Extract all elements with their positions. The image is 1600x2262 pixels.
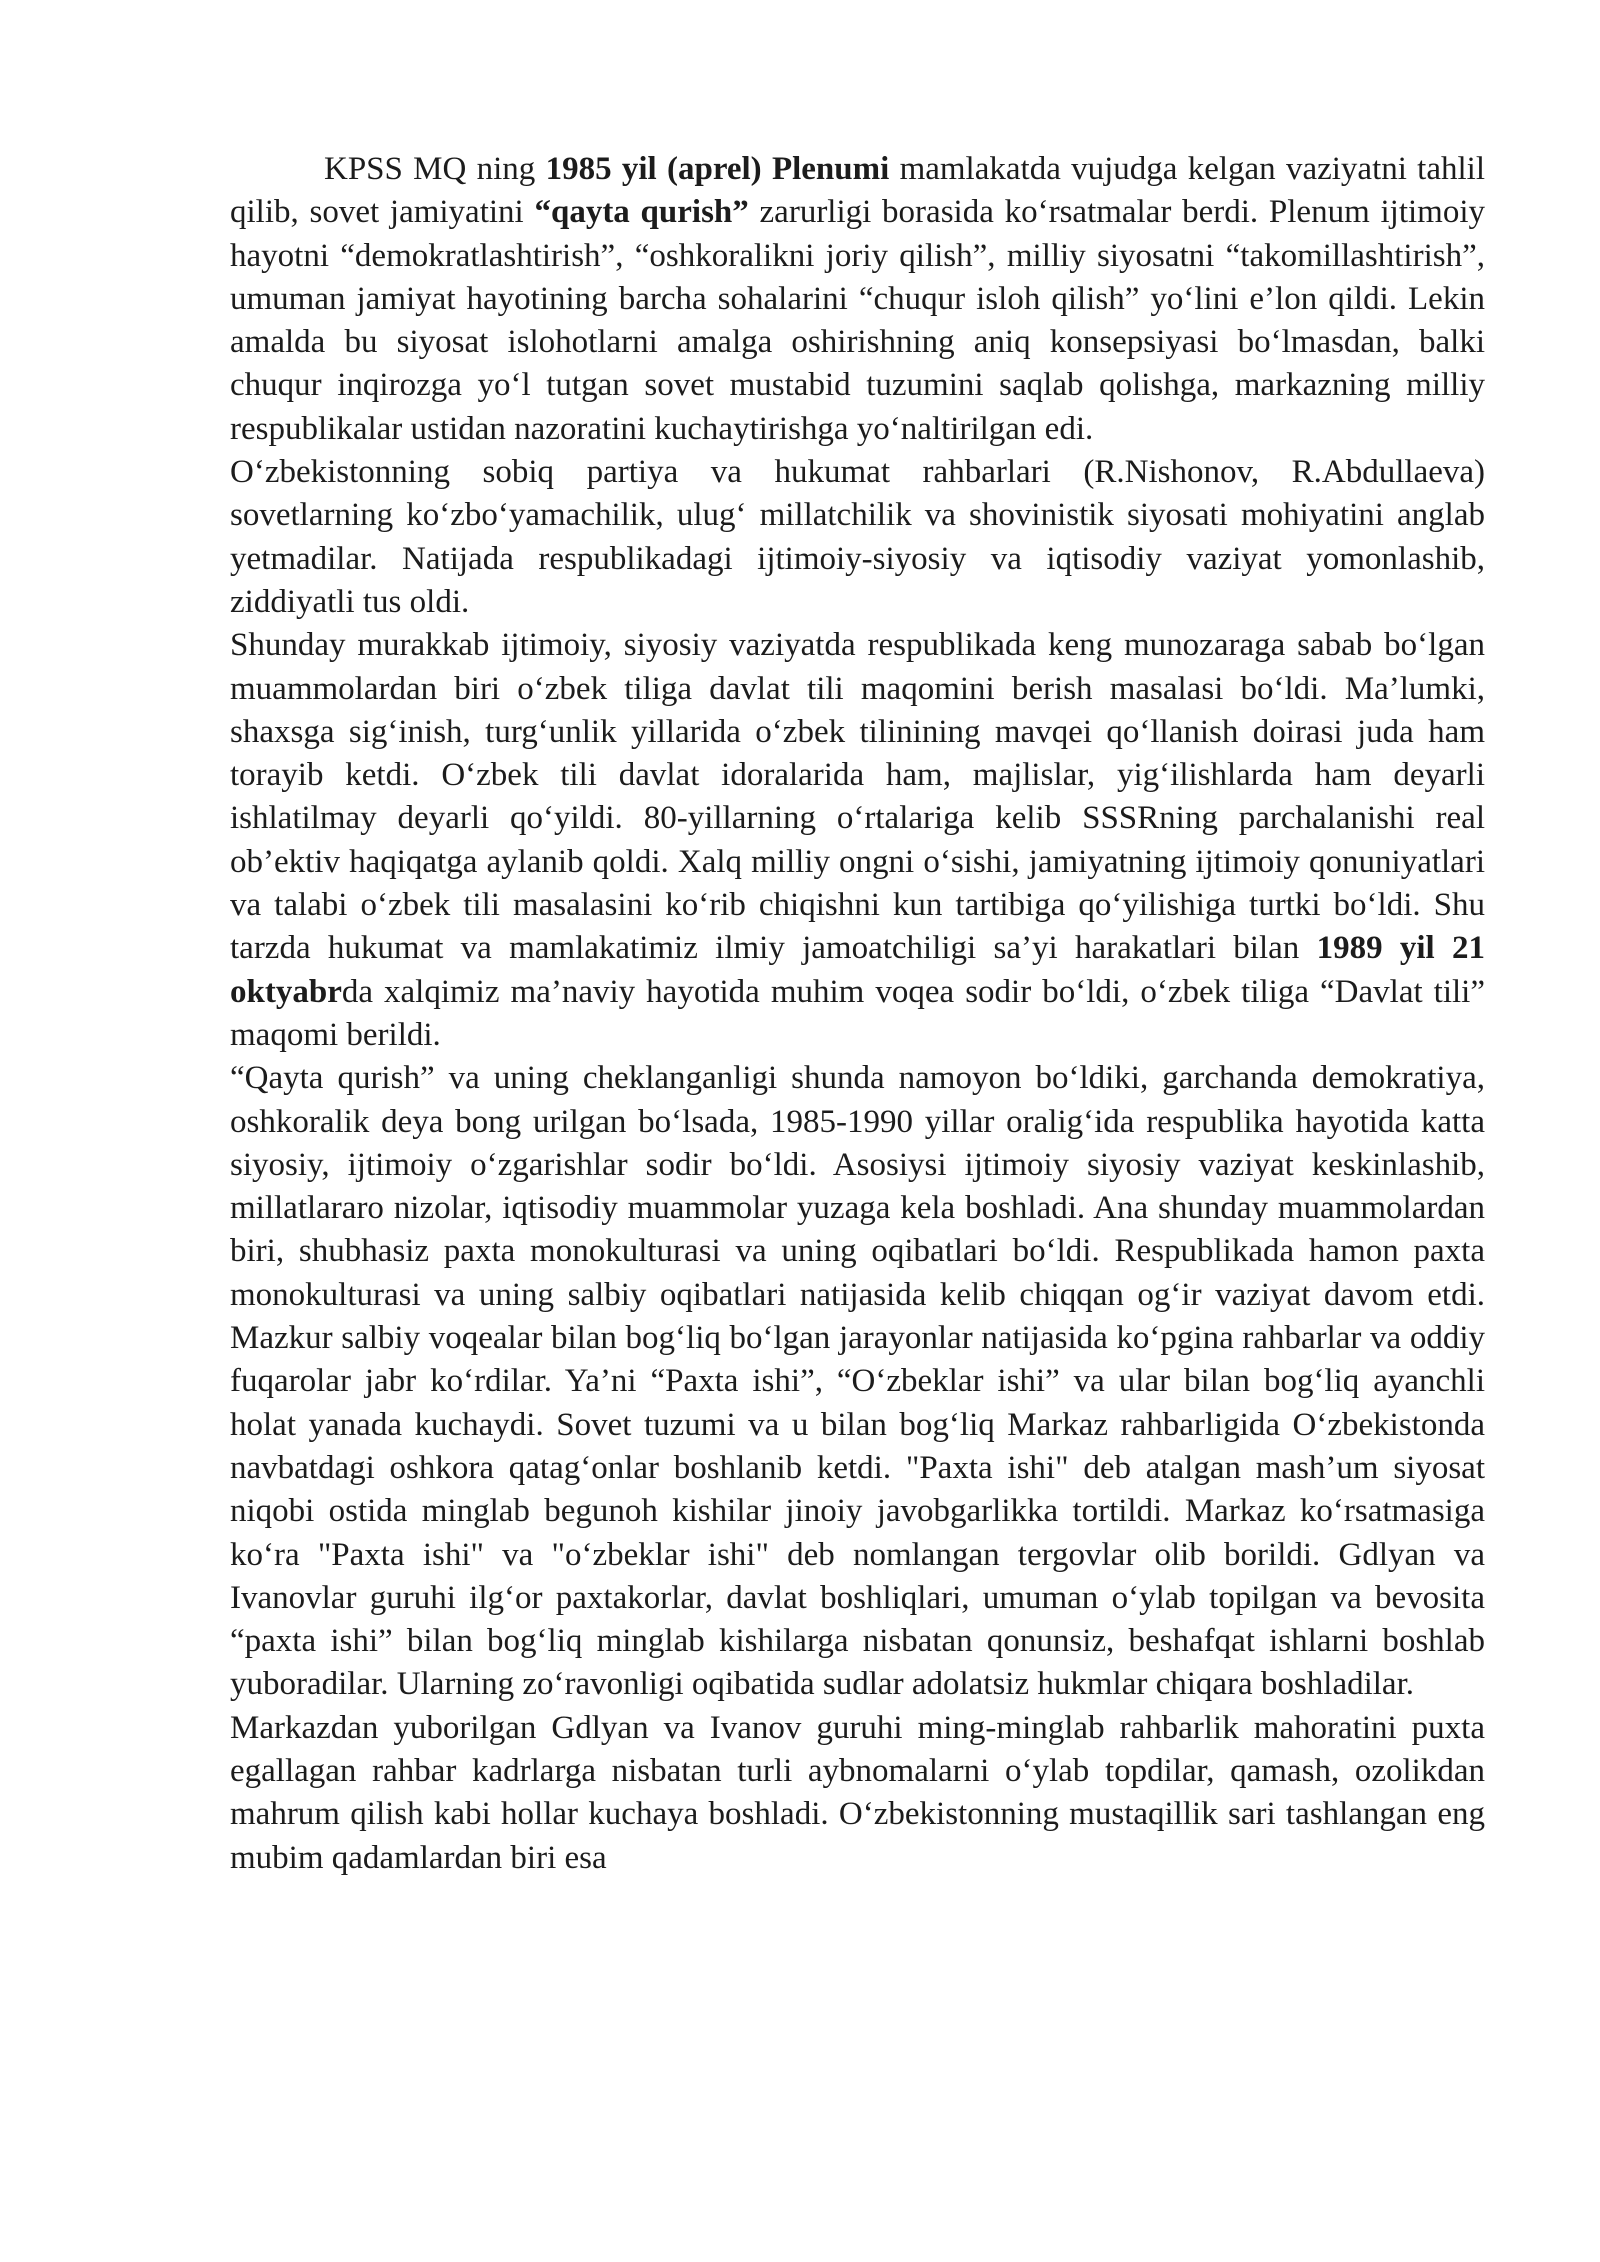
paragraph-plenum-1985 — [230, 148, 1485, 451]
paragraph-state-language — [230, 624, 1485, 1057]
text-segment: mamlakatda vujudga kelgan vaziyatni tahlil qilib, sovet jamiyatini — [230, 151, 1486, 231]
paragraph-leaders — [230, 451, 1485, 624]
text-segment: KPSS MQ ning — [324, 151, 546, 187]
text-segment: “Qayta qurish” va uning cheklanganligi shunda namoyon boʻldiki, garchanda demokratiya, oshkoralik deya bong urilgan boʻlsada, 1985-1990 yillar oraligʻida respublika hayotida katta siyosiy, ijtimoiy oʻzgarishlar sodir boʻldi. Asosiysi ijtimoiy siyosiy vaziyat keskinlashib, millatlararo nizolar, iqtisodiy muammolar yuzaga kela boshladi. Ana shunday muammolardan biri, shubhasiz paxta monokulturasi va uning oqibatlari boʻldi. Respublikada hamon paxta monokulturasi va uning salbiy oqibatlari natijasida kelib chiqqan ogʻir vaziyat davom etdi. Mazkur salbiy voqealar bilan bogʻliq boʻlgan jarayonlar natijasida koʻpgina rahbarlar va oddiy fuqarolar jabr koʻrdilar. Ya’ni “Paxta ishi”, “Oʻzbeklar ishi” va ular bilan bogʻliq ayanchli holat yanada kuchaydi. Sovet tuzumi va u bilan bogʻliq Markaz rahbarligida Oʻzbekistonda navbatdagi oshkora qatagʻonlar boshlanib ketdi. "Paxta ishi" deb atalgan mash’um siyosat niqobi ostida minglab begunoh kishilar jinoiy javobgarlikka tortildi. Markaz koʻrsatmasiga koʻra "Paxta ishi" va "oʻzbeklar ishi" deb nomlangan tergovlar olib borildi. Gdlyan va Ivanovlar guruhi ilgʻor paxtakorlar, davlat boshliqlari, umuman oʻylab topilgan va bevosita “paxta ishi” bilan bogʻliq minglab kishilarga nisbatan qonunsiz, beshafqat ishlarni boshlab yuboradilar. Ularning zoʻravonligi oqibatida sudlar adolatsiz hukmlar chiqara boshladilar. — [230, 1060, 1485, 1703]
paragraph-cotton-affair — [230, 1057, 1485, 1706]
bold-plenum-date: 1985 yil (aprel) Plenumi — [545, 151, 890, 187]
text-segment: Shunday murakkab ijtimoiy, siyosiy vaziyatda respublikada keng munozaraga sabab boʻlgan muammolardan biri oʻzbek tiliga davlat tili maqomini berish masalasi boʻldi. Ma’lumki, shaxsga sigʻinish, turgʻunlik yillarida oʻzbek tilinining mavqei qoʻllanish doirasi juda ham torayib ketdi. Oʻzbek tili davlat idoralarida ham, majlislar, yigʻilishlarda ham deyarli ishlatilmay deyarli qoʻyildi. 80-yillarning oʻrtalariga kelib SSSRning parchalanishi real ob’ektiv haqiqatga aylanib qoldi. Xalq milliy ongni oʻsishi, jamiyatning ijtimoiy qonuniyatlari va talabi oʻzbek tili masalasini koʻrib chiqishni kun tartibiga qoʻyilishiga turtki boʻldi. Shu tarzda hukumat va mamlakatimiz ilmiy jamoatchiligi sa’yi harakatlari bilan — [230, 627, 1485, 967]
bold-qayta-qurish: “qayta qurish” — [534, 194, 749, 231]
text-segment: Markazdan yuborilgan Gdlyan va Ivanov guruhi ming-minglab rahbarlik mahoratini puxta egallagan rahbar kadrlarga nisbatan turli aybnomalarni oʻylab topdilar, qamash, ozolikdan mahrum qilish kabi hollar kuchaya boshladi. Oʻzbekistonning mustaqillik sari tashlangan eng mubim qadamlardan biri esa — [230, 1709, 1485, 1876]
bold-language-date: 1989 yil 21 oktyabr — [230, 930, 1485, 1010]
paragraph-gdlyan-ivanov — [230, 1707, 1485, 1880]
text-segment: Oʻzbekistonning sobiq partiya va hukumat rahbarlari (R.Nishonov, R.Abdullaeva) sovetlarning koʻzboʻyamachilik, ulugʻ millatchilik va shovinistik siyosati mohiyatini anglab yetmadilar. Natijada respublikadagi ijtimoiy-siyosiy va iqtisodiy vaziyat yomonlashib, ziddiyatli tus oldi. — [230, 454, 1485, 620]
text-segment: zarurligi borasida koʻrsatmalar berdi. Plenum ijtimoiy hayotni “demokratlashtirish”, “oshkoralikni joriy qilish”, milliy siyosatni “takomillashtirish”, umuman jamiyat hayotining barcha sohalarini “chuqur isloh qilish” yoʻlini e’lon qildi. Lekin amalda bu siyosat islohotlarni amalga oshirishning aniq konsepsiyasi boʻlmasdan, balki chuqur inqirozga yoʻl tutgan sovet mustabid tuzumini saqlab qolishga, markazning milliy respublikalar ustidan nazoratini kuchaytirishga yoʻnaltirilgan edi. — [230, 194, 1486, 447]
text-segment: da xalqimiz ma’naviy hayotida muhim voqea sodir boʻldi, oʻzbek tiliga “Davlat tili” maqomi berildi. — [230, 973, 1485, 1053]
document-page — [230, 148, 1485, 1880]
